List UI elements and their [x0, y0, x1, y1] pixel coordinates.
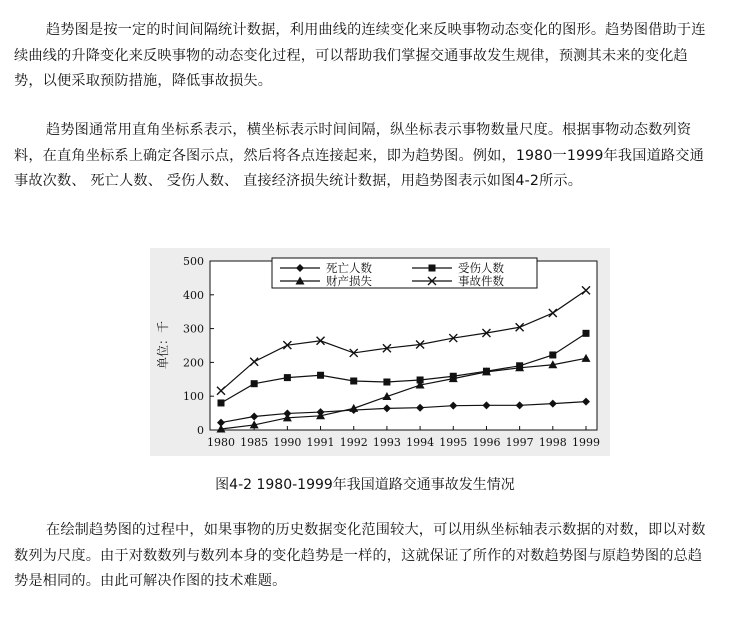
- paragraph-coordinates-text: 趋势图通常用直角坐标系表示，横坐标表示时间间隔，纵坐标表示事物数量尺度。根据事物动态数列资料，在直角坐标系上确定各图示点，然后将各点连接起来，即为趋势图。例如，1980一1999年我国道路交通事故次数、 死亡人数、 受伤人数、 直接经济损失统计数据，用趋势图表示如图4-2所示。: [14, 122, 704, 189]
- paragraph-coordinates: [14, 118, 716, 195]
- paragraph-log-scale: [14, 518, 716, 595]
- data-point-series-2: [350, 377, 357, 384]
- data-point-series-2: [317, 372, 324, 379]
- x-tick-label: 1996: [472, 436, 501, 449]
- chart-plot-area: [183, 255, 600, 449]
- trend-chart: [150, 248, 610, 456]
- y-tick-label: 100: [183, 390, 204, 404]
- x-tick-label: 1997: [505, 436, 534, 449]
- x-tick-label: 1998: [538, 436, 567, 449]
- x-tick-label: 1985: [240, 436, 269, 449]
- x-tick-label: 1995: [439, 436, 468, 449]
- data-point-series-2: [218, 399, 225, 406]
- data-point-series-2: [383, 379, 390, 386]
- legend-label: 事故件数: [458, 274, 504, 288]
- y-tick-label: 200: [183, 356, 204, 370]
- figure-caption: 图4-2 1980-1999年我国道路交通事故发生情况: [215, 477, 515, 493]
- x-tick-label: 1994: [406, 436, 435, 449]
- y-tick-label: 500: [183, 255, 204, 268]
- y-tick-label: 0: [197, 424, 204, 437]
- x-tick-label: 1993: [372, 436, 401, 449]
- legend-label: 财产损失: [326, 274, 372, 288]
- x-tick-label: 1992: [339, 436, 368, 449]
- legend-marker: [429, 265, 436, 272]
- legend-label: 受伤人数: [458, 261, 504, 275]
- y-axis-label: [156, 321, 170, 369]
- y-tick-label: 400: [183, 288, 204, 302]
- paragraph-intro-text: 趋势图是按一定的时间间隔统计数据，利用曲线的连续变化来反映事物动态变化的图形。趋势图借助于连续曲线的升降变化来反映事物的动态变化过程，可以帮助我们掌握交通事故发生规律，预测其未来的变化趋势，以便采取预防措施，降低事故损失。: [14, 22, 706, 89]
- paragraph-log-scale-text: 在绘制趋势图的过程中，如果事物的历史数据变化范围较大，可以用纵坐标轴表示数据的对数，即以对数数列为尺度。由于对数数列与数列本身的变化趋势是一样的，这就保证了所作的对数趋势图与原趋势图的总趋势是相同的。由此可解决作图的技术难题。: [14, 522, 706, 589]
- x-tick-label: 1990: [273, 436, 302, 449]
- y-tick-label: 300: [183, 322, 204, 336]
- data-point-series-2: [583, 330, 590, 337]
- paragraph-intro: [14, 18, 716, 95]
- y-axis-label-text: 单位：千: [156, 320, 170, 370]
- x-tick-label: 1991: [306, 436, 335, 449]
- data-point-series-2: [549, 351, 556, 358]
- legend-label: 死亡人数: [326, 261, 372, 275]
- data-point-series-2: [251, 380, 258, 387]
- x-tick-label: 1980: [207, 436, 235, 449]
- data-point-series-2: [284, 374, 291, 381]
- x-tick-label: 1999: [572, 436, 600, 449]
